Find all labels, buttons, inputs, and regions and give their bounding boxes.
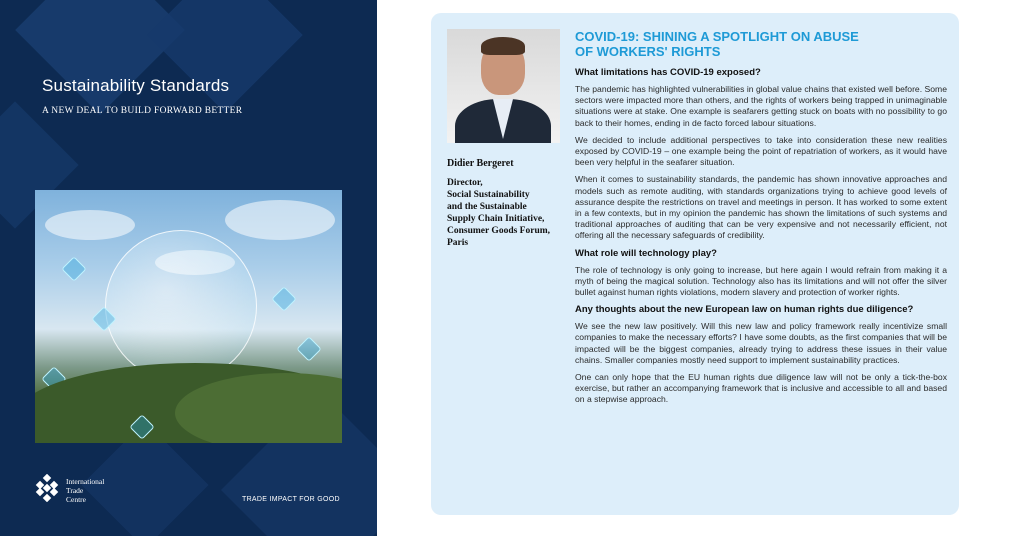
- answer-paragraph: The pandemic has highlighted vulnerabilities in global value chains that existed well before. Some sectors were impacted more than others, and the rights of workers being trapped in unimaginable situations were at stake. One example is seafarers getting stuck on boats with no possibility to go back to their homes, ending in de facto forced labour situations.: [575, 84, 947, 128]
- question-heading: What limitations has COVID-19 exposed?: [575, 67, 761, 78]
- interview-panel: [431, 13, 959, 515]
- cover-diamond-shape: [15, 0, 185, 115]
- answer-paragraph: The role of technology is only going to increase, but here again I would refrain from making it a myth of being the magical solution. Technology also has its limitations and will not offer the silver bullet against human rights violations, modern slavery and protection of worker rights.: [575, 264, 947, 298]
- answer-paragraph: One can only hope that the EU human rights due diligence law will not be only a tick-the-box exercise, but rather an accompanying framework that is inclusive and accessible to all and based on a stepwise approach.: [575, 372, 947, 405]
- question-heading: What role will technology play?: [575, 247, 717, 259]
- cover-subtitle: A NEW DEAL TO BUILD FORWARD BETTER: [42, 106, 243, 116]
- itc-logo-icon: [33, 474, 61, 502]
- answer-paragraph: When it comes to sustainability standards, the pandemic has shown innovative approaches and models such as remote auditing, with standards organizations trying to achieve good levels of assurance despite the restrictions on travel and meetings in person. It has worked to some extent in a few contexts, but in my opinion the pandemic has shown the limitations of such systems and traditional approaches of auditing that can be very expensive and not necessarily efficient, not offering all the necessary safeguards of credibility.: [575, 174, 947, 241]
- person-role: Director, Social Sustainability and the Sustainable Supply Chain Initiative, Consumer Goods Forum, Paris: [447, 178, 551, 248]
- article-body: [575, 29, 947, 412]
- article-title: COVID-19: SHINING A SPOTLIGHT ON ABUSE OF WORKERS' RIGHTS: [575, 29, 859, 59]
- answer-paragraph: We decided to include additional perspectives to take into consideration these new realities exposed by COVID-19 – one example being the point of repatriation of workers, as it would have been very helpful in the seafarer situation.: [575, 134, 947, 168]
- cover-tagline: TRADE IMPACT FOR GOOD: [242, 496, 340, 503]
- network-node-icon: [271, 286, 296, 311]
- cover-illustration: [35, 190, 342, 443]
- logo-text: International Trade Centre: [66, 477, 105, 504]
- question-heading: Any thoughts about the new European law on human rights due diligence?: [575, 304, 914, 316]
- portrait-photo: [447, 29, 560, 143]
- person-name: Didier Bergeret: [447, 158, 514, 169]
- network-node-icon: [61, 256, 86, 281]
- report-cover: [0, 0, 377, 536]
- globe-icon: [105, 230, 257, 382]
- network-node-icon: [296, 336, 321, 361]
- answer-paragraph: We see the new law positively. Will this new law and policy framework really incentivize small companies to make the necessary efforts? I have some doubts, as the first companies that will be impacted will be the biggest companies, already trying to address these issues in their value chains. Smaller companies mostly need support to implement sustainability practices.: [575, 321, 947, 365]
- cover-title: Sustainability Standards: [42, 76, 230, 95]
